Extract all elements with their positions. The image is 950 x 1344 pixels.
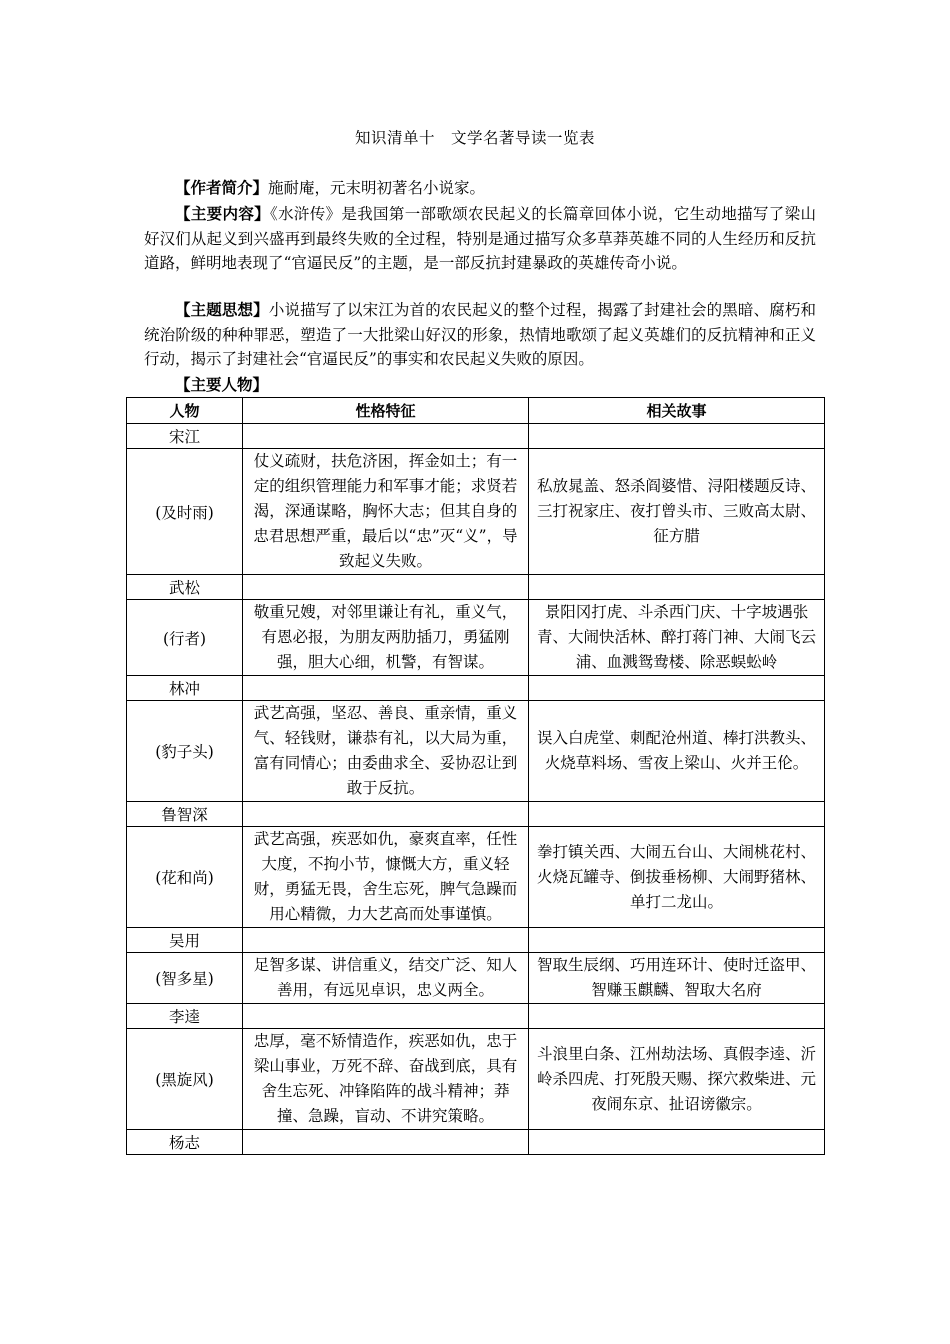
character-nickname: (及时雨): [127, 449, 243, 575]
table-row: [127, 701, 825, 802]
empty-cell: [243, 802, 529, 827]
table-row: [127, 676, 825, 701]
main-content-label: 【主要内容】: [175, 205, 270, 223]
header-stories: 相关故事: [529, 398, 825, 424]
character-name: 宋江: [127, 424, 243, 449]
characters-heading: [144, 373, 847, 398]
character-stories: 景阳冈打虎、斗杀西门庆、十字坡遇张青、大闹快活林、醉打蒋门神、大闹飞云浦、血溅鸳鸯楼、除恶蜈蚣岭: [529, 600, 825, 676]
table-row: [127, 424, 825, 449]
character-stories: 智取生辰纲、巧用连环计、使时迁盗甲、智赚玉麒麟、智取大名府: [529, 953, 825, 1004]
character-traits: 忠厚，毫不矫情造作，疾恶如仇，忠于梁山事业，万死不辞、奋战到底，具有舍生忘死、冲锋陷阵的战斗精神；莽撞、急躁，盲动、不讲究策略。: [243, 1029, 529, 1130]
character-stories: 斗浪里白条、江州劫法场、真假李逵、沂岭杀四虎、打死殷天赐、探穴救柴进、元夜闹东京、扯诏谤徽宗。: [529, 1029, 825, 1130]
table-row: [127, 928, 825, 953]
table-row: [127, 575, 825, 600]
character-name: 杨志: [127, 1130, 243, 1155]
header-character: 人物: [127, 398, 243, 424]
character-stories: 误入白虎堂、刺配沧州道、棒打洪教头、火烧草料场、雪夜上梁山、火并王伦。: [529, 701, 825, 802]
table-row: [127, 1029, 825, 1130]
characters-table: [126, 397, 825, 1155]
header-traits: 性格特征: [243, 398, 529, 424]
character-nickname: (智多星): [127, 953, 243, 1004]
table-header-row: [127, 398, 825, 424]
character-traits: 仗义疏财，扶危济困，挥金如土；有一定的组织管理能力和军事才能；求贤若渴，深通谋略，胸怀大志；但其自身的忠君思想严重，最后以“忠”灭“义”，导致起义失败。: [243, 449, 529, 575]
character-nickname: (豹子头): [127, 701, 243, 802]
theme-label: 【主题思想】: [175, 301, 269, 319]
character-traits: 武艺高强，坚忍、善良、重亲情，重义气、轻钱财，谦恭有礼，以大局为重，富有同情心；由委曲求全、妥协忍让到敢于反抗。: [243, 701, 529, 802]
empty-cell: [243, 1004, 529, 1029]
character-traits: 武艺高强，疾恶如仇，豪爽直率，任性大度，不拘小节，慷慨大方，重义轻财，勇猛无畏，舍生忘死，脾气急躁而用心精微，力大艺高而处事谨慎。: [243, 827, 529, 928]
character-stories: 拳打镇关西、大闹五台山、大闹桃花村、火烧瓦罐寺、倒拔垂杨柳、大闹野猪林、单打二龙山。: [529, 827, 825, 928]
theme: [144, 298, 816, 372]
table-row: [127, 827, 825, 928]
table-row: [127, 1130, 825, 1155]
character-name: 吴用: [127, 928, 243, 953]
empty-cell: [529, 424, 825, 449]
page-title: 知识清单十 文学名著导读一览表: [354, 129, 595, 147]
main-content-text: 《水浒传》是我国第一部歌颂农民起义的长篇章回体小说，它生动地描写了梁山好汉们从起义到兴盛再到最终失败的全过程，特别是通过描写众多草莽英雄不同的人生经历和反抗道路，鲜明地表现了“官逼民反”的主题，是一部反抗封建暴政的英雄传奇小说。: [144, 205, 816, 272]
character-name: 武松: [127, 575, 243, 600]
table-row: [127, 1004, 825, 1029]
author-intro: [144, 176, 847, 201]
empty-cell: [529, 1130, 825, 1155]
author-intro-label: 【作者简介】: [175, 179, 269, 197]
character-nickname: (行者): [127, 600, 243, 676]
character-name: 林冲: [127, 676, 243, 701]
author-intro-text: 施耐庵，元末明初著名小说家。: [268, 179, 486, 197]
empty-cell: [243, 928, 529, 953]
character-traits: 足智多谋、讲信重义，结交广泛、知人善用，有远见卓识，忠义两全。: [243, 953, 529, 1004]
empty-cell: [243, 575, 529, 600]
character-name: 鲁智深: [127, 802, 243, 827]
empty-cell: [243, 424, 529, 449]
character-stories: 私放晁盖、怒杀阎婆惜、浔阳楼题反诗、三打祝家庄、夜打曾头市、三败高太尉、征方腊: [529, 449, 825, 575]
table-row: [127, 953, 825, 1004]
table-row: [127, 449, 825, 575]
empty-cell: [529, 802, 825, 827]
empty-cell: [529, 1004, 825, 1029]
table-row: [127, 802, 825, 827]
empty-cell: [529, 676, 825, 701]
empty-cell: [243, 1130, 529, 1155]
table-row: [127, 600, 825, 676]
theme-text: 小说描写了以宋江为首的农民起义的整个过程，揭露了封建社会的黑暗、腐朽和统治阶级的种种罪恶，塑造了一大批梁山好汉的形象，热情地歌颂了起义英雄们的反抗精神和正义行动，揭示了封建社会“官逼民反”的事实和农民起义失败的原因。: [144, 301, 816, 368]
empty-cell: [529, 575, 825, 600]
character-nickname: (花和尚): [127, 827, 243, 928]
main-content: [144, 202, 816, 276]
empty-cell: [529, 928, 825, 953]
character-traits: 敬重兄嫂，对邻里谦让有礼，重义气，有恩必报，为朋友两肋插刀，勇猛刚强，胆大心细，机警，有智谋。: [243, 600, 529, 676]
character-nickname: (黑旋风): [127, 1029, 243, 1130]
characters-label: 【主要人物】: [175, 376, 269, 394]
character-name: 李逵: [127, 1004, 243, 1029]
empty-cell: [243, 676, 529, 701]
